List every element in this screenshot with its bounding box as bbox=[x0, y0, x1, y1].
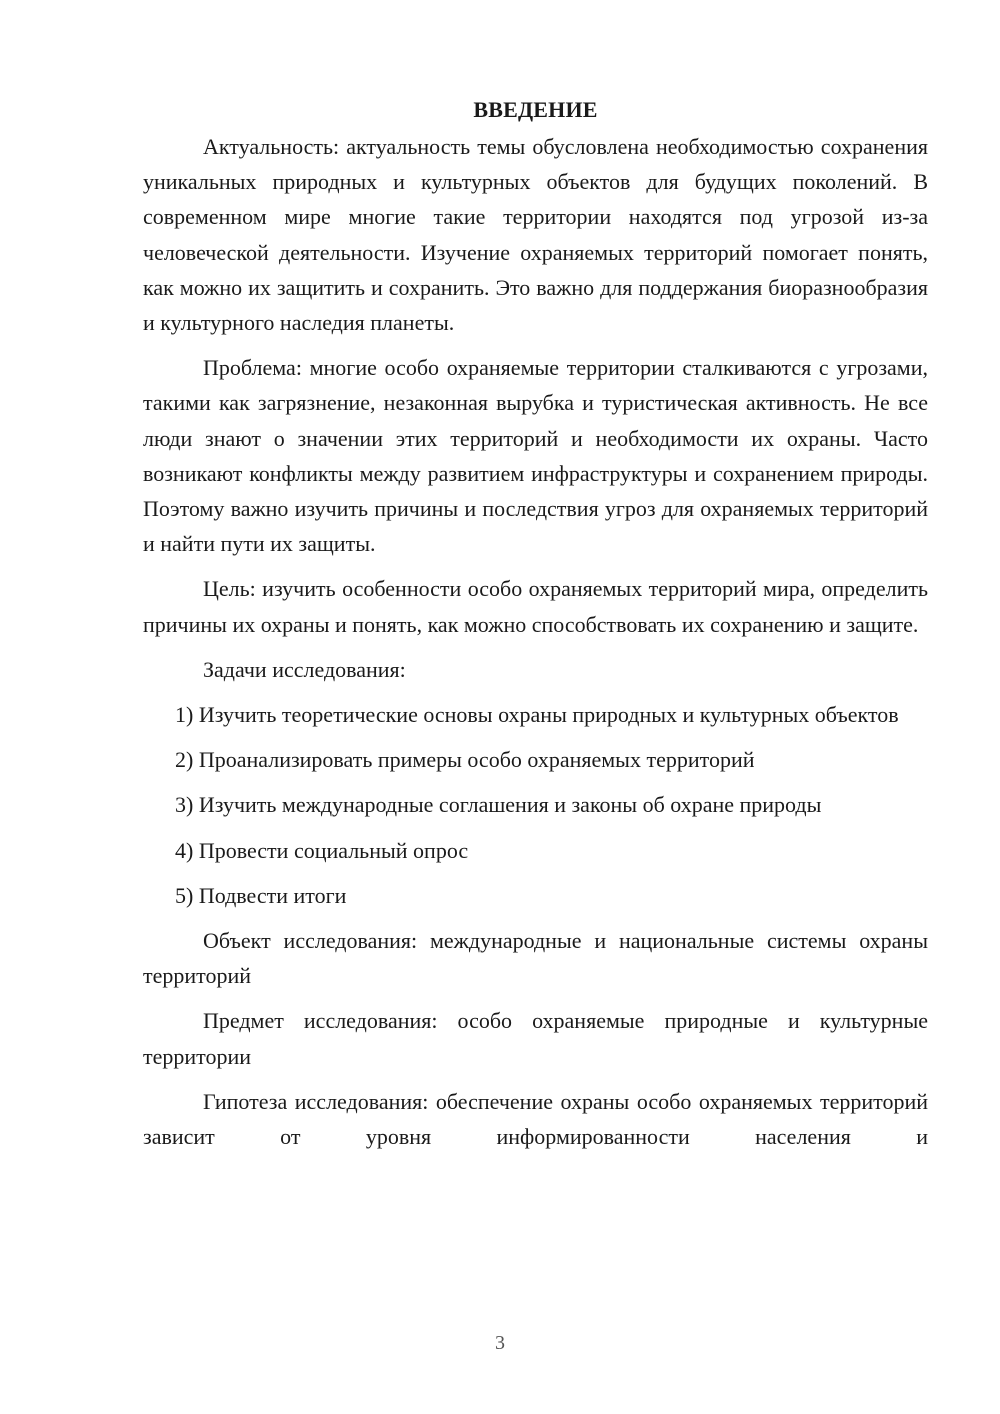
task-item-2: 2) Проанализировать примеры особо охраняемых территорий bbox=[175, 747, 755, 773]
paragraph-goal: Цель: изучить особенности особо охраняемых территорий мира, определить причины их охраны и понять, как можно способствовать их сохранению и защите. bbox=[143, 576, 928, 637]
task-item-3: 3) Изучить международные соглашения и законы об охране природы bbox=[175, 792, 822, 818]
tasks-heading: Задачи исследования: bbox=[203, 656, 406, 682]
page-title: ВВЕДЕНИЕ bbox=[473, 97, 598, 122]
document-page bbox=[143, 92, 928, 1164]
paragraph-relevance: Актуальность: актуальность темы обусловлена необходимостью сохранения уникальных природных и культурных объектов для будущих поколений. В современном мире многие такие территории находятся под угрозой из-за человеческой деятельности. Изучение охраняемых территорий помогает понять, как можно их защитить и сохранить. Это важно для поддержания биоразнообразия и культурного наследия планеты. bbox=[143, 134, 928, 336]
paragraph-problem: Проблема: многие особо охраняемые территории сталкиваются с угрозами, такими как загрязнение, незаконная вырубка и туристическая активность. Не все люди знают о значении этих территорий и необходимости их охраны. Часто возникают конфликты между развитием инфраструктуры и сохранением природы. Поэтому важно изучить причины и последствия угроз для охраняемых территорий и найти пути их защиты. bbox=[143, 355, 928, 557]
paragraph-subject: Предмет исследования: особо охраняемые природные и культурные территории bbox=[143, 1008, 928, 1069]
page-number: 3 bbox=[495, 1332, 505, 1354]
task-item-4: 4) Провести социальный опрос bbox=[175, 837, 469, 863]
task-item-1: 1) Изучить теоретические основы охраны природных и культурных объектов bbox=[175, 702, 899, 728]
paragraph-hypothesis: Гипотеза исследования: обеспечение охраны особо охраняемых территорий зависит от уровня информированности населения и bbox=[143, 1088, 928, 1150]
task-item-5: 5) Подвести итоги bbox=[175, 882, 347, 908]
paragraph-object: Объект исследования: международные и национальные системы охраны территорий bbox=[143, 928, 928, 989]
